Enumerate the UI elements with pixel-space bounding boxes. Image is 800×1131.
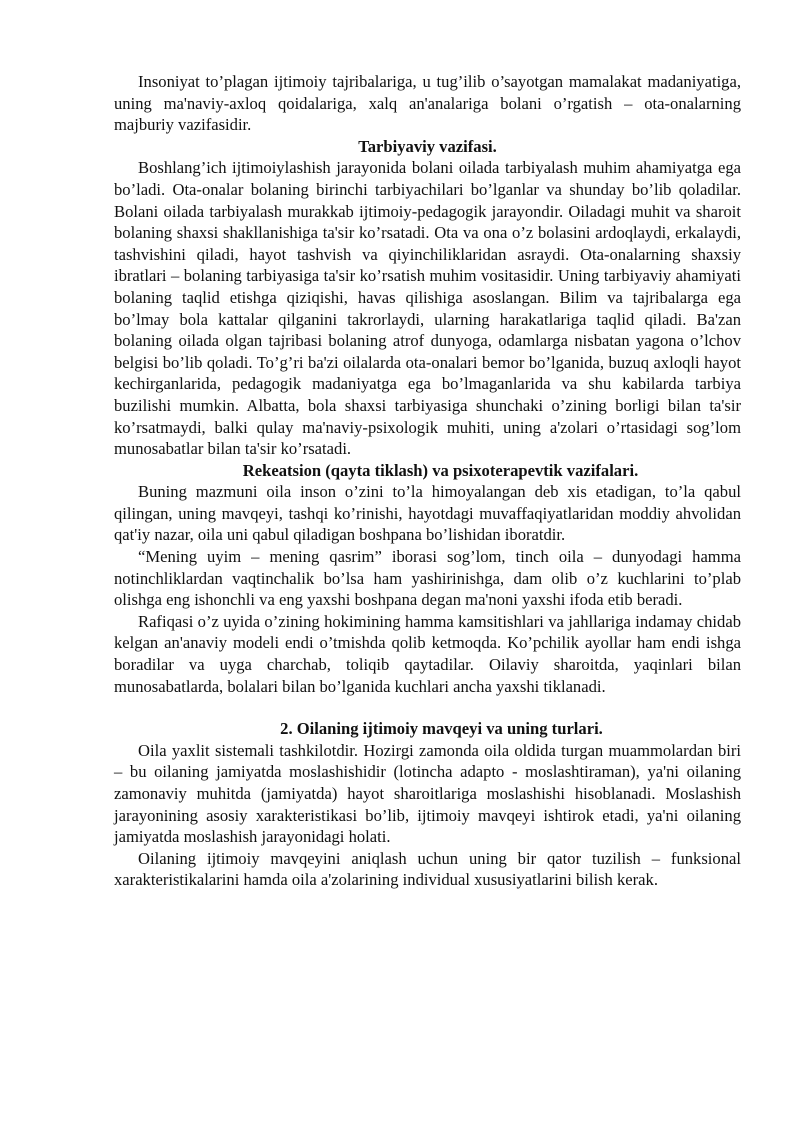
tarbiyaviy-paragraph: Boshlang’ich ijtimoiylashish jarayonida bolani oilada tarbiyalash muhim ahamiyatga ega bo’ladi. Ota-onalar bolaning birinchi tarbiyachilari bo’lganlar va shunday bo’lib qoladilar. Bolani oilada tarbiyalash murakkab ijtimoiy-pedagogik jarayondir. Oiladagi muhit va sharoit bolaning shaxsi shakllanishiga ta'sir ko’rsatadi. Ota va ona o’z bolasini ardoqlaydi, erkalaydi, tashvishini qiladi, hayot tashvish va qiyinchiliklaridan asraydi. Ota-onalarning shaxsiy ibratlari – bolaning tarbiyasiga ta'sir ko’rsatish muhim vositasidir. Uning tarbiyaviy ahamiyati bolaning taqlid etishga qiziqishi, havas qilishiga asoslangan. Bilim va tajribalarga ega bo’lmay bola kattalar qilganini takrorlaydi, ularning harakatlariga taqlid qiladi. Ba'zan bolaning oilada olgan tajribasi bolaning atrof dunyoga, odamlarga nisbatan yagona o’lchov belgisi bo’lib qoladi. To’g’ri ba'zi oilalarda ota-onalari bemor bo’lganida, buzuq axloqli hayot kechirganlarida, pedagogik madaniyatga ega bo’lmaganlarida va shu kabilarda tarbiya buzilishi mumkin. Albatta, bola shaxsi tarbiyasiga shunchaki o’zining borligi bilan ta'sir ko’rsatmaydi, balki qulay ma'naviy-psixologik muhiti, uning a'zolari o’rtasidagi sog’lom munosabatlar bilan ta'sir ko’rsatadi.	[114, 158, 741, 459]
section-2-heading: 2. Oilaning ijtimoiy mavqeyi va uning turlari.	[280, 719, 603, 739]
rekreatsion-paragraph-3: Rafiqasi o’z uyida o’zining hokimining hamma kamsitishlari va jahllariga indamay chidab kelgan an'anaviy modeli endi o’tmishda qolib ketmoqda. Ko’pchilik ayollar ham endi ishga boradilar va uyga charchab, toliqib qaytadilar. Oilaviy sharoitda, yaqinlari bilan munosabatlarda, bolalari bilan bo’lganida kuchlari ancha yaxshi tiklanadi.	[114, 611, 741, 696]
section-2-paragraph-1: Oila yaxlit sistemali tashkilotdir. Hozirgi zamonda oila oldida turgan muammolardan biri – bu oilaning jamiyatda moslashishidir (lotincha adapto - moslashtiraman), ya'ni oilaning zamonaviy muhitda (jamiyatda) hayot sharoitlariga moslashishi hisoblanadi. Moslashish jarayonining asosiy xarakteristikasi bo’lib, ijtimoiy mavqeyi ishtirok etadi, ya'ni oilaning jamiyatda moslashish jarayonidagi holati.	[114, 740, 741, 847]
heading-rekreatsion: Rekeatsion (qayta tiklash) va psixoterapevtik vazifalari.	[242, 460, 639, 480]
rekreatsion-paragraph-1: Buning mazmuni oila inson o’zini to’la himoyalangan deb xis etadigan, to’la qabul qilingan, uning mavqeyi, tashqi ko’rinishi, hayotdagi muvaffaqiyatlaridan moddiy ahvolidan qat'iy nazar, oila uni qabul qiladigan boshpana bo’lishidan iboratdir.	[114, 482, 741, 545]
section-spacer	[114, 697, 741, 718]
intro-paragraph: Insoniyat to’plagan ijtimoiy tajribalariga, u tug’ilib o’sayotgan mamalakat madaniyatiga, uning ma'naviy-axloq qoidalariga, xalq an'analariga bolani o’rgatish – ota-onalarning majburiy vazifasidir.	[114, 72, 741, 135]
document-page	[114, 71, 741, 891]
rekreatsion-paragraph-2: “Mening uyim – mening qasrim” iborasi sog’lom, tinch oila – dunyodagi hamma notinchliklardan vaqtinchalik bo’lsa ham yashirinishga, dam olib o’z kuchlarini to’plab olishga eng ishonchli va eng yaxshi boshpana degan ma'noni yaxshi ifoda etib beradi.	[114, 547, 741, 610]
heading-tarbiyaviy: Tarbiyaviy vazifasi.	[358, 136, 497, 156]
section-2-paragraph-2: Oilaning ijtimoiy mavqeyini aniqlash uchun uning bir qator tuzilish – funksional xarakteristikalarini hamda oila a'zolarining individual xususiyatlarini bilish kerak.	[114, 848, 741, 890]
